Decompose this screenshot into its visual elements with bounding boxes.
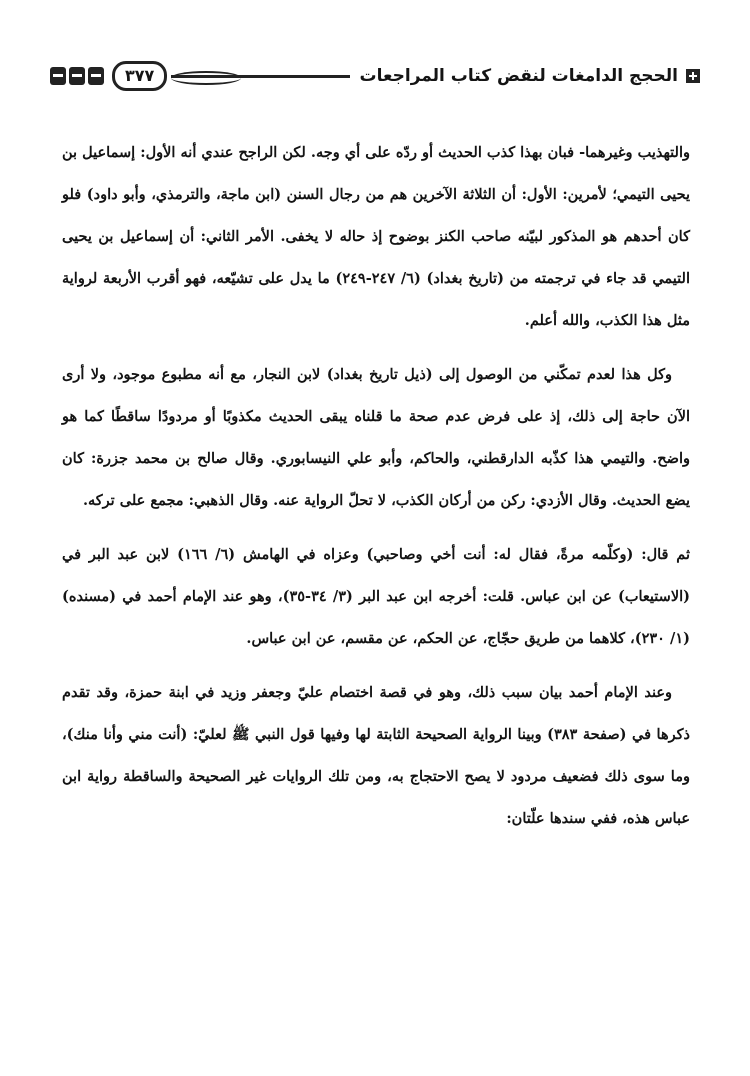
paragraph: وعند الإمام أحمد بيان سبب ذلك، وهو في قصة اختصام عليّ وجعفر وزيد في ابنة حمزة، وقد تقدم ذكرها في (صفحة ٣٨٣) وبينا الرواية الصحيحة الثابتة لها وفيها قول النبي ﷺ لعليّ: (أنت مني وأنا منك)، وما سوى ذلك فضعيف مردود لا يصح الاحتجاج به، ومن تلك الروايات غير الصحيحة والساقطة رواية ابن عباس هذه، ففي سندها علّتان: xyxy=(62,684,690,827)
book-title: الحجج الدامغات لنقض كتاب المراجعات xyxy=(359,66,678,86)
paragraph: ثم قال: (وكلّمه مرةً، فقال له: أنت أخي وصاحبي) وعزاه في الهامش (٦/ ١٦٦) لابن عبد البر في (الاستيعاب) عن ابن عباس. قلت: أخرجه ابن عبد البر (٣/ ٣٤-٣٥)، وهو عند الإمام أحمد في (مسنده) (١/ ٢٣٠)، كلاهما من طريق حجّاج، عن الحكم، عن مقسم، عن ابن عباس. xyxy=(62,546,690,647)
header-end-ornament-icon xyxy=(50,67,104,85)
body-text xyxy=(62,132,690,852)
header-rule xyxy=(171,75,349,78)
page-number: ٣٧٧ xyxy=(112,61,167,91)
running-header xyxy=(50,58,700,94)
header-ornament-icon xyxy=(686,69,700,83)
paragraph: وكل هذا لعدم تمكّني من الوصول إلى (ذيل تاريخ بغداد) لابن النجار، مع أنه مطبوع موجود، ولا أرى الآن حاجة إلى ذلك، إذ على فرض عدم صحة ما قلناه يبقى الحديث مكذوبًا أو مردودًا ساقطًا كما هو واضح. والتيمي هذا كذّبه الدارقطني، والحاكم، وأبو علي النيسابوري. وقال صالح بن محمد جزرة: كان يضع الحديث. وقال الأزدي: ركن من أركان الكذب، لا تحلّ الرواية عنه. وقال الذهبي: مجمع على تركه. xyxy=(62,366,690,509)
paragraph: والتهذيب وغيرهما- فبان بهذا كذب الحديث أو ردّه على أي وجه. لكن الراجح عندي أنه الأول: إسماعيل بن يحيى التيمي؛ لأمرين: الأول: أن الثلاثة الآخرين هم من رجال السنن (ابن ماجة، والترمذي، وأبو داود) فلو كان أحدهم هو المذكور لبيّنه صاحب الكنز بوضوح إذ حاله لا يخفى. الأمر الثاني: أن إسماعيل بن يحيى التيمي قد جاء في ترجمته من (تاريخ بغداد) (٦/ ٢٤٧-٢٤٩) ما يدل على تشيّعه، فهو أقرب الأربعة لرواية مثل هذا الكذب، والله أعلم. xyxy=(62,144,690,329)
